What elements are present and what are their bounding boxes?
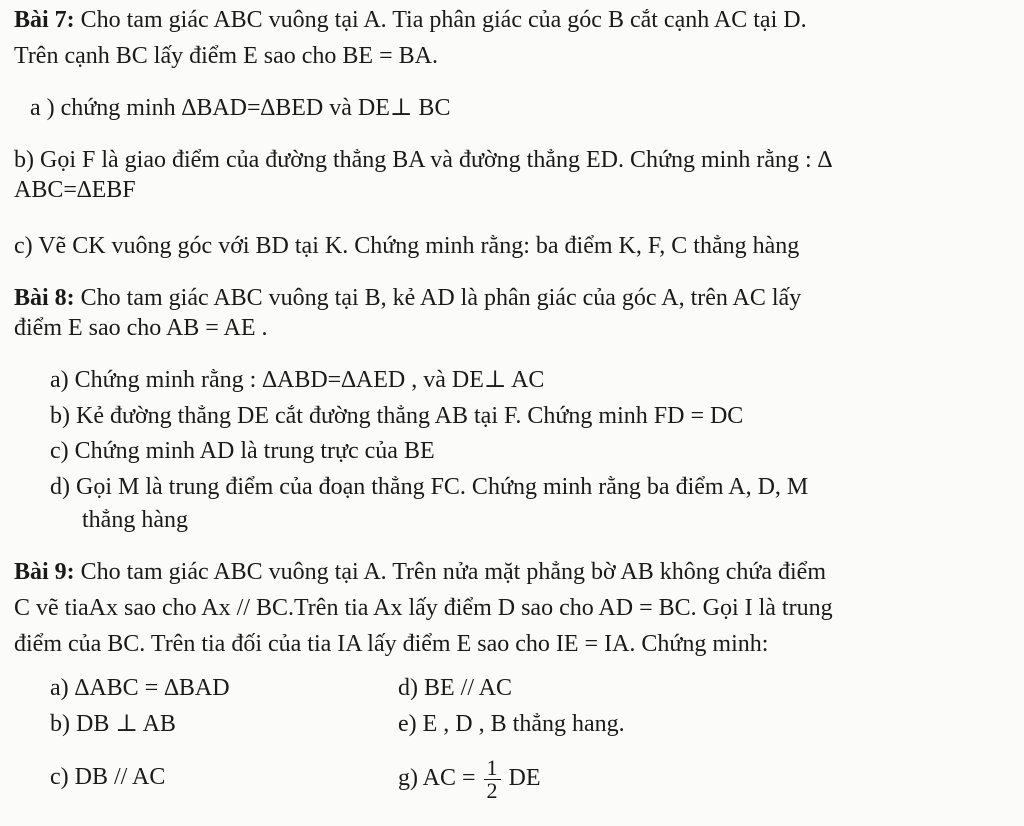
bai7-part-b-line2: ABC=∆EBF xyxy=(14,177,136,203)
bai7-line1 xyxy=(14,6,807,34)
bai9-part-g-prefix: g) AC = xyxy=(398,765,476,791)
bai9-part-e: e) E , D , B thẳng hang. xyxy=(398,711,625,737)
bai8-part-c: c) Chứng minh AD là trung trực của BE xyxy=(50,438,435,464)
bai8-statement-1: Cho tam giác ABC vuông tại B, kẻ AD là phân giác của góc A, trên AC lấy xyxy=(80,285,802,311)
bai9-line2: C vẽ tiaAx sao cho Ax // BC.Trên tia Ax lấy điểm D sao cho AD = BC. Gọi I là trung xyxy=(14,595,833,621)
bai8-line1 xyxy=(14,284,801,312)
bai9-statement-1: Cho tam giác ABC vuông tại A. Trên nửa mặt phẳng bờ AB không chứa điểm xyxy=(80,559,826,585)
fraction-denominator: 2 xyxy=(486,777,498,803)
bai9-part-d: d) BE // AC xyxy=(398,675,513,701)
bai8-line2: điểm E sao cho AB = AE . xyxy=(14,315,268,341)
fraction-numerator: 1 xyxy=(484,757,501,780)
bai7-label: Bài 7: xyxy=(14,7,75,33)
bai7-line2: Trên cạnh BC lấy điểm E sao cho BE = BA. xyxy=(14,43,438,69)
bai8-part-a: a) Chứng minh rằng : ∆ABD=∆AED , và DE⊥ AC xyxy=(50,367,545,393)
bai8-label: Bài 8: xyxy=(14,285,75,311)
bai9-part-g-suffix: DE xyxy=(508,765,541,791)
bai9-part-g xyxy=(398,750,541,806)
bai9-line1 xyxy=(14,558,826,586)
bai8-part-b: b) Kẻ đường thẳng DE cắt đường thẳng AB tại F. Chứng minh FD = DC xyxy=(50,403,744,429)
bai8-part-d-line2: thẳng hàng xyxy=(82,507,188,533)
bai7-part-a: a ) chứng minh ∆BAD=∆BED và DE⊥ BC xyxy=(30,95,451,121)
one-half-fraction xyxy=(484,754,501,803)
bai9-label: Bài 9: xyxy=(14,559,75,585)
bai7-part-b-line1: b) Gọi F là giao điểm của đường thẳng BA và đường thẳng ED. Chứng minh rằng : ∆ xyxy=(14,147,833,173)
bai7-statement-1: Cho tam giác ABC vuông tại A. Tia phân giác của góc B cắt cạnh AC tại D. xyxy=(80,7,807,33)
bai7-part-c: c) Vẽ CK vuông góc với BD tại K. Chứng minh rằng: ba điểm K, F, C thẳng hàng xyxy=(14,233,800,259)
bai9-part-a: a) ∆ABC = ∆BAD xyxy=(50,675,230,701)
bai8-part-d-line1: d) Gọi M là trung điểm của đoạn thẳng FC. Chứng minh rằng ba điểm A, D, M xyxy=(50,474,809,500)
bai9-part-c: c) DB // AC xyxy=(50,764,166,790)
bai9-part-b: b) DB ⊥ AB xyxy=(50,711,176,737)
bai9-line3: điểm của BC. Trên tia đối của tia IA lấy điểm E sao cho IE = IA. Chứng minh: xyxy=(14,631,769,657)
